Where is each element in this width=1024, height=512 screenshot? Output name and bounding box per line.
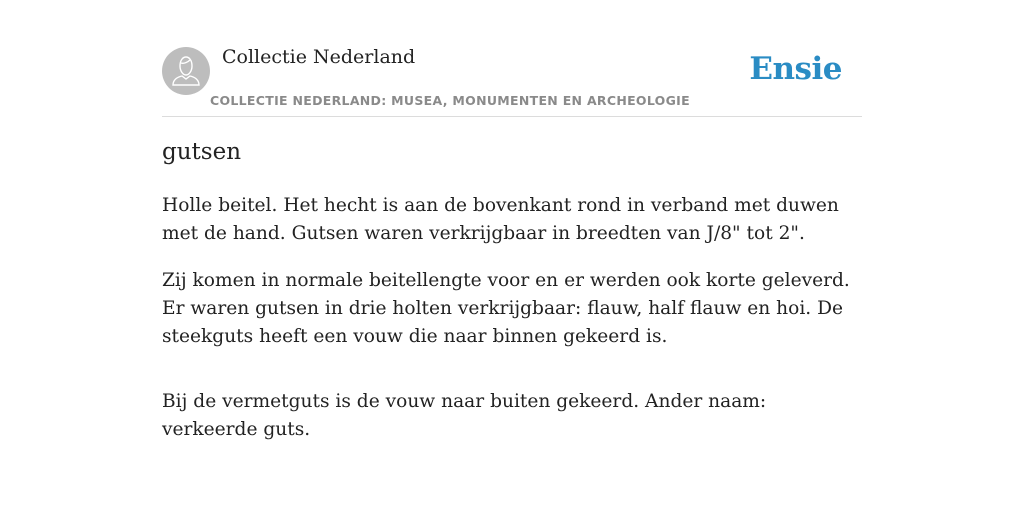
entry-title: gutsen — [162, 139, 242, 165]
paragraph: Zij komen in normale beitellengte voor en er werden ook korte geleverd. Er waren gutsen in drie holten verkrijgbaar: flauw, half flauw en hoi. De steekguts heeft een vouw die naar binnen gekeerd is. — [162, 270, 850, 347]
avatar[interactable] — [162, 47, 210, 95]
author-name[interactable]: Collectie Nederland — [222, 46, 416, 68]
user-silhouette-icon — [162, 47, 210, 95]
entry-content — [162, 192, 862, 463]
entry-header — [162, 0, 862, 117]
paragraph: Bij de vermetguts is de vouw naar buiten gekeerd. Ander naam: verkeerde guts. — [162, 391, 767, 440]
paragraph: Holle beitel. Het hecht is aan de bovenkant rond in verband met duwen met de hand. Gutsen waren verkrijgbaar in breedten van J/8" tot 2". — [162, 195, 839, 244]
page-container — [162, 0, 862, 440]
brand-logo[interactable]: Ensie — [749, 51, 842, 87]
author-subtitle: COLLECTIE NEDERLAND: MUSEA, MONUMENTEN EN ARCHEOLOGIE — [210, 93, 690, 108]
